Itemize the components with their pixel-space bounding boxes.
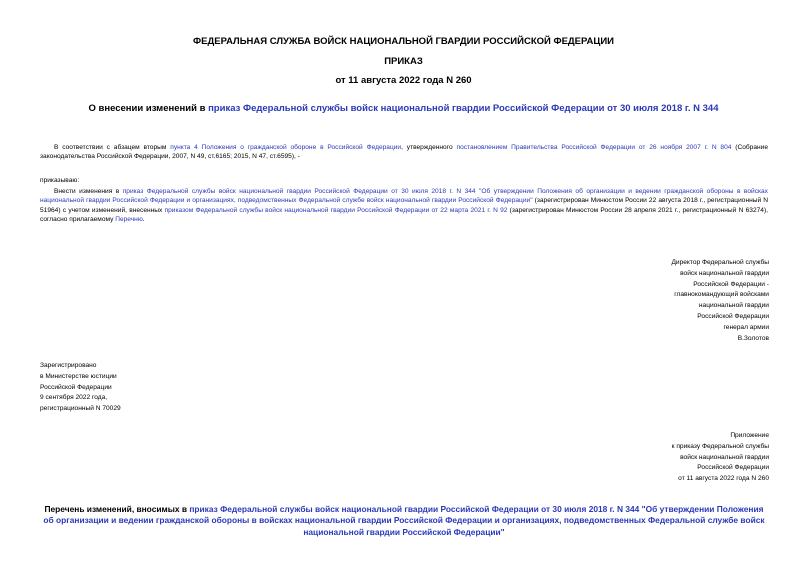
appendix-line: к приказу Федеральной службы (671, 442, 769, 450)
registration-line: Российской Федерации (40, 383, 112, 391)
civil-defense-regulation-link[interactable]: пункта 4 Положения о гражданской обороне в Российской Федерации (170, 144, 402, 151)
preamble-paragraph (40, 143, 768, 162)
appendix-line: от 11 августа 2022 года N 260 (678, 475, 769, 483)
list-title-prefix: Перечень изменений, вносимых в (44, 504, 190, 514)
document-type: ПРИКАЗ (384, 56, 423, 67)
order-text-1: Внести изменения в (54, 188, 123, 195)
title-order-link[interactable]: приказ Федеральной службы войск национальной гвардии Российской Федерации от 30 июля 2018 г. N 344 (208, 103, 719, 114)
registration-block (40, 361, 240, 415)
registration-line: Зарегистрировано (40, 362, 97, 369)
order-text-4: . (142, 216, 145, 224)
order-text-3: (зарегистрирован Минюстом России 28 апреля 2021 г., регистрационный N 63274), согласно прилагаемому (40, 206, 768, 224)
order-paragraph (40, 187, 768, 225)
preamble-text-3: (Собрание законодательства Российской Федерации, 2007, N 49, ст.6165; 2015, N 47, ст.6595), - (40, 144, 768, 161)
signature-line: главнокомандующий войсками (674, 291, 769, 299)
appendix-line: войск национальной гвардии (680, 453, 769, 461)
signature-block (549, 258, 769, 344)
list-of-changes-title (40, 504, 768, 538)
order-word: приказываю: (40, 177, 80, 184)
list-title-order-link[interactable]: приказ Федеральной службы войск национальной гвардии Российской Федерации от 30 июля 2018 г. N 344 "Об утверждении Положения об организации и ведении гражданской обороны в войсках национальной гвардии Российской Федерации и организациях, подведомственных Федеральной службе войск национальной гвардии Российской Федерации" (43, 504, 765, 537)
signature-name: В.Золотов (737, 334, 769, 342)
document-title (0, 103, 807, 115)
order-344-link[interactable]: приказ Федеральной службы войск национальной гвардии Российской Федерации от 30 июля 2018 г. N 344 "Об утверждении Положения об организации и ведении гражданской обороны в войсках национальной гвардии Российской Федерации и организациях, подведомственных Федеральной службе войск национальной гвардии Российской Федерации" (40, 188, 768, 205)
registration-line: в Министерстве юстиции (40, 372, 117, 380)
signature-line: войск национальной гвардии (680, 269, 769, 277)
signature-line: Российской Федерации (697, 312, 769, 320)
list-of-changes-link[interactable]: Перечню (115, 216, 143, 224)
appendix-line: Российской Федерации (697, 464, 769, 472)
order-text-2: (зарегистрирован Минюстом России 22 августа 2018 г., регистрационный N 51964) с учетом изменений, внесенных (40, 197, 768, 214)
document-date-number: от 11 августа 2022 года N 260 (335, 75, 472, 86)
agency-heading: ФЕДЕРАЛЬНАЯ СЛУЖБА ВОЙСК НАЦИОНАЛЬНОЙ ГВАРДИИ РОССИЙСКОЙ ФЕДЕРАЦИИ (193, 36, 614, 47)
appendix-block (549, 431, 769, 485)
signature-line: Директор Федеральной службы (671, 259, 769, 266)
signature-line: национальной гвардии (698, 302, 769, 310)
preamble-text-1: В соответствии с абзацем вторым (54, 144, 171, 151)
signature-line: генерал армии (723, 323, 769, 331)
government-resolution-link[interactable]: постановлением Правительства Российской Федерации от 26 ноября 2007 г. N 804 (456, 144, 732, 151)
title-prefix: О внесении изменений в (88, 103, 209, 114)
order-92-link[interactable]: приказом Федеральной службы войск национальной гвардии Российской Федерации от 22 марта 2021 г. N 92 (164, 206, 508, 214)
registration-line: 9 сентября 2022 года, (40, 394, 108, 402)
appendix-line: Приложение (730, 432, 769, 439)
registration-line: регистрационный N 70029 (40, 405, 121, 413)
preamble-text-2: , утвержденного (401, 144, 457, 151)
signature-line: Российской Федерации - (693, 280, 769, 288)
